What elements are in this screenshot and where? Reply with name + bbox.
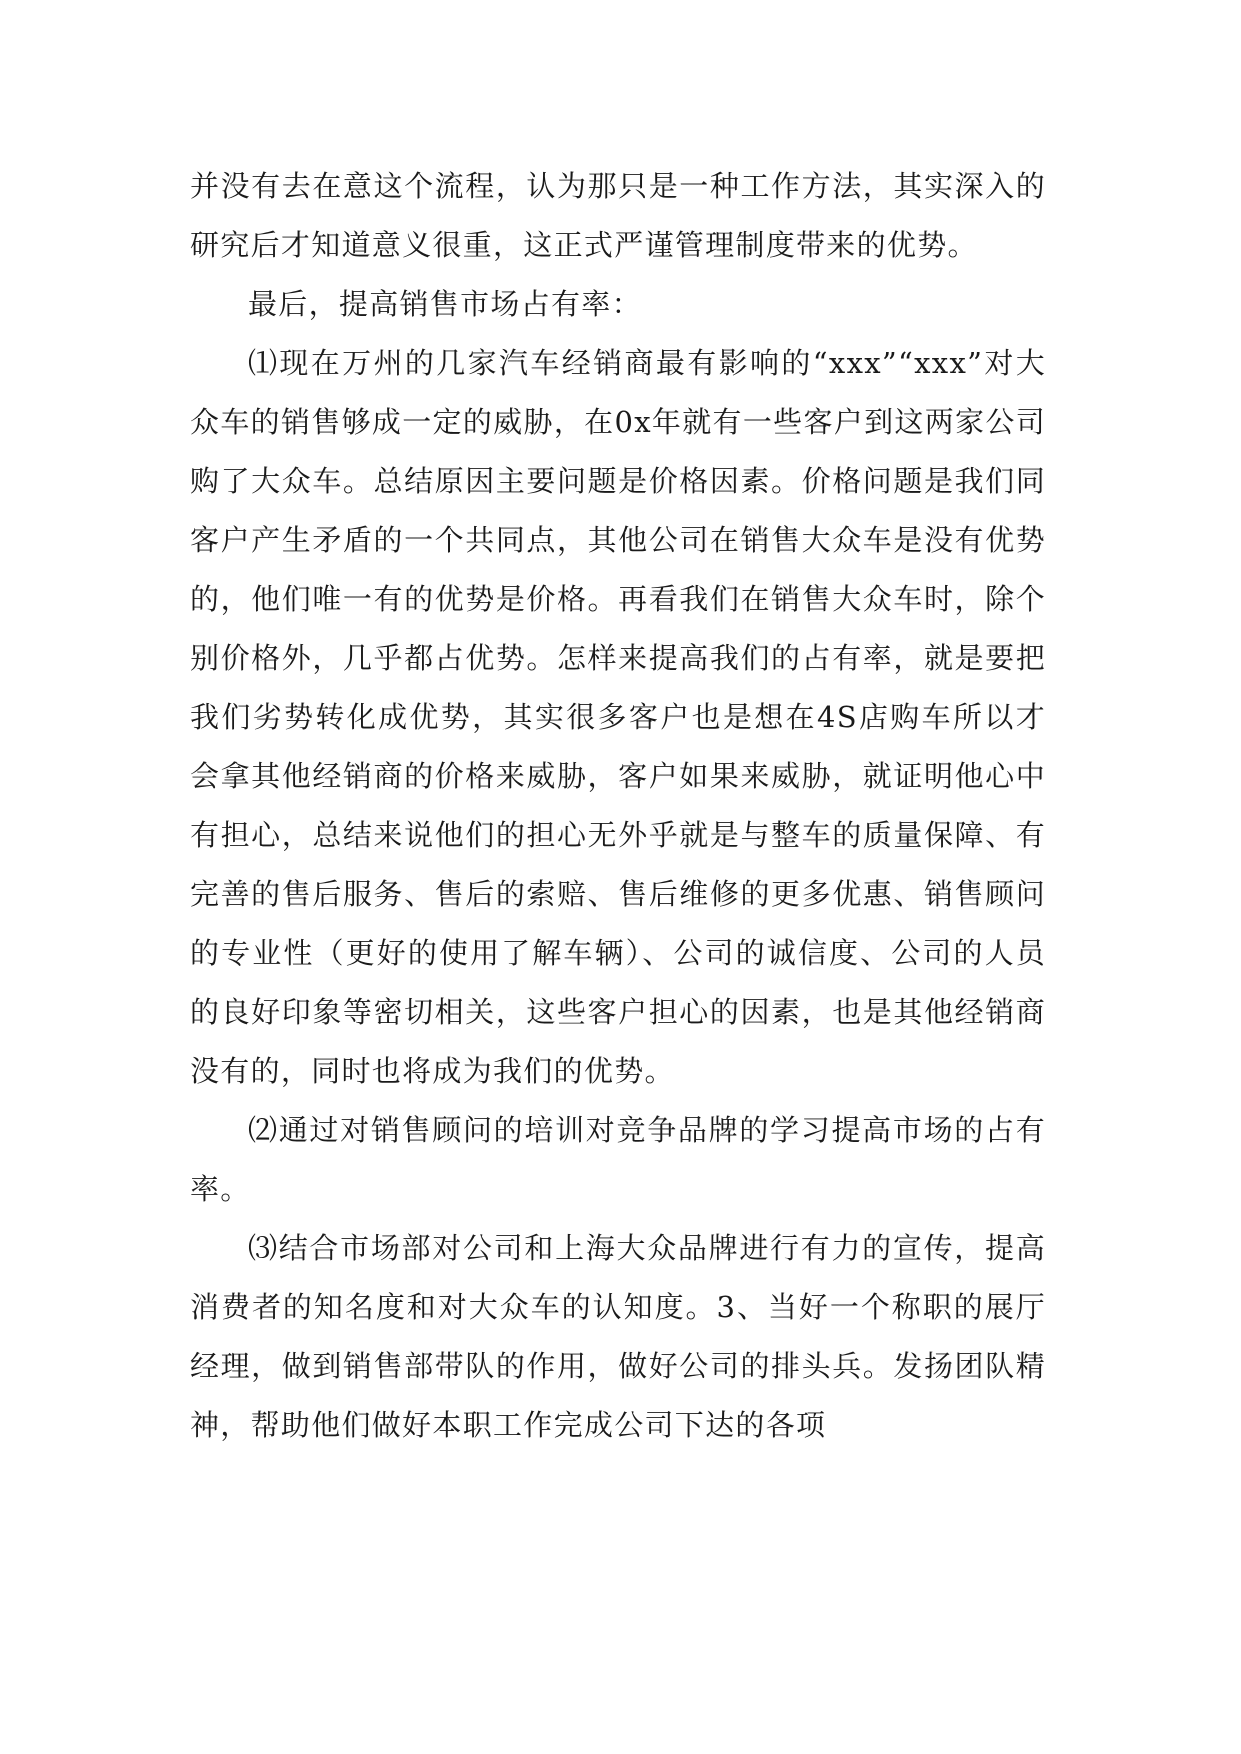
paragraph-continuation: 并没有去在意这个流程，认为那只是一种工作方法，其实深入的研究后才知道意义很重，这正式严谨管理制度带来的优势。: [190, 169, 1046, 262]
paragraph-point-1: ⑴现在万州的几家汽车经销商最有影响的“xxx”“xxx”对大众车的销售够成一定的威胁，在0x年就有一些客户到这两家公司购了大众车。总结原因主要问题是价格因素。价格问题是我们同客户产生矛盾的一个共同点，其他公司在销售大众车是没有优势的，他们唯一有的优势是价格。再看我们在销售大众车时，除个别价格外，几乎都占优势。怎样来提高我们的占有率，就是要把我们劣势转化成优势，其实很多客户也是想在4S店购车所以才会拿其他经销商的价格来威胁，客户如果来威胁，就证明他心中有担心，总结来说他们的担心无外乎就是与整车的质量保障、有完善的售后服务、售后的索赔、售后维修的更多优惠、销售顾问的专业性（更好的使用了解车辆）、公司的诚信度、公司的人员的良好印象等密切相关，这些客户担心的因素，也是其他经销商没有的，同时也将成为我们的优势。: [190, 346, 1046, 1088]
paragraph-heading-market-share: 最后，提高销售市场占有率：: [248, 287, 642, 321]
document-body: [190, 157, 1046, 1455]
paragraph-point-2: ⑵通过对销售顾问的培训对竞争品牌的学习提高市场的占有率。: [190, 1113, 1046, 1206]
paragraph-point-3: ⑶结合市场部对公司和上海大众品牌进行有力的宣传，提高消费者的知名度和对大众车的认知度。3、当好一个称职的展厅经理，做到销售部带队的作用，做好公司的排头兵。发扬团队精神，帮助他们做好本职工作完成公司下达的各项: [190, 1231, 1046, 1442]
